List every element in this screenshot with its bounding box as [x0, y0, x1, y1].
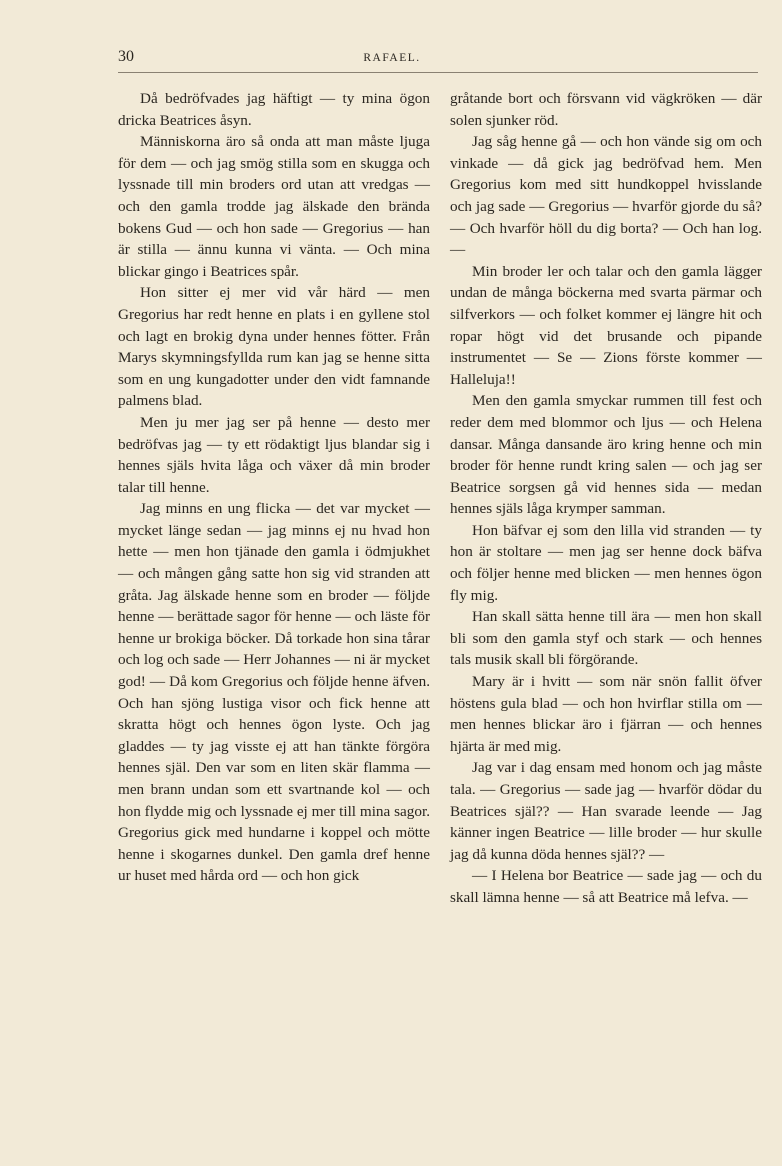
right-column	[450, 88, 762, 909]
paragraph: — I Helena bor Beatrice — sade jag — och du skall lämna henne — så att Beatrice må lefva. —	[450, 867, 762, 906]
paragraph: Hon sitter ej mer vid vår härd — men Gregorius har redt henne en plats i en gyllene stol och lagt en brokig dyna under hennes fötter. Från Marys skymningsfyllda rum kan jag se henne sitta som en ung kungadotter under den vidt famnande palmens blad.	[118, 284, 430, 410]
paragraph: Människorna äro så onda att man måste ljuga för dem — och jag smög stilla som en skugga och lyssnade till min broders ord utan att vredgas — och den gamla trodde jag älskade den brända bokens Gud — och hon sade — Gregorius — han är stilla — ännu kunna vi vänta. — Och mina blickar gingo i Beatrices spår.	[118, 133, 430, 280]
left-column	[118, 88, 430, 887]
paragraph: Mary är i hvitt — som när snön fallit öfver höstens gula blad — och hon hvirflar stilla om — men hennes blickar äro i fjärran — och hennes hjärta är med mig.	[450, 673, 762, 755]
page-header	[118, 48, 666, 68]
paragraph: Jag minns en ung flicka — det var mycket — mycket länge sedan — jag minns ej nu hvad hon hette — men hon tjänade den gamla i ödmjukhet — och mången gång satte hon sig vid stranden att gråta. Jag älskade henne som en broder — följde henne — berättade sagor för henne — och läste för henne ur brokiga böcker. Då torkade hon sina tårar och log och sade — Herr Johannes — ni är mycket god! — Då kom Gregorius och följde henne äfven. Och han sjöng lustiga visor och fick henne att skratta högt och hennes ögon lyste. Och jag gladdes — ty jag visste ej att han tänkte förgöra hennes själ. Den var som en liten skär flamma — men brann undan som ett svartnande kol — och hon flydde mig och lyssnade ej mer till mina sagor. Gregorius gick med hundarne i koppel och mötte henne i skogarnes dunkel. Den gamla dref henne ur huset med hårda ord — och hon gick	[118, 500, 430, 885]
paragraph: Men den gamla smyckar rummen till fest och reder dem med blommor och ljus — och Helena dansar. Många dansande äro kring henne och min broder för henne rundt kring salen — och jag ser Beatrice sorgsen gå vid hennes sida — medan hennes själs låga krymper samman.	[450, 392, 762, 518]
paragraph: Då bedröfvades jag häftigt — ty mina ögon dricka Beatrices åsyn.	[118, 90, 430, 129]
paragraph: gråtande bort och försvann vid vägkröken — där solen sjunker röd.	[450, 90, 762, 129]
paragraph: Han skall sätta henne till ära — men hon skall bli som den gamla styf och stark — och hennes tals musik skall bli förgörande.	[450, 608, 762, 669]
page-number: 30	[118, 48, 134, 65]
paragraph: Men ju mer jag ser på henne — desto mer bedröfvas jag — ty ett rödaktigt ljus blandar sig i hennes själs hvita låga och växer då min broder talar till henne.	[118, 413, 430, 496]
paragraph: Jag var i dag ensam med honom och jag måste tala. — Gregorius — sade jag — hvarför dödar du Beatrices själ?? — Han svarade leende — Jag känner ingen Beatrice — lille broder — hur skulle jag då kunna döda hennes själ?? —	[450, 759, 762, 863]
paragraph: Min broder ler och talar och den gamla lägger undan de många böckerna med svarta pärmar och silfverkors — och folket kommer ej längre hit och ropar högt vid det brusande och pipande instrumentet — Se — Zions förste kommer — Halleluja!!	[450, 262, 762, 388]
paragraph: Hon bäfvar ej som den lilla vid stranden — ty hon är stoltare — men jag ser henne dock bäfva och följer henne med blicken — men hennes ögon fly mig.	[450, 521, 762, 604]
header-rule	[118, 72, 758, 73]
running-title: RAFAEL.	[363, 52, 421, 64]
paragraph: Jag såg henne gå — och hon vände sig om och vinkade — då gick jag bedröfvad hem. Men Gregorius kom med sitt hundkoppel hvisslande och jag sade — Gregorius — hvarför gjorde du så? — Och hvarför höll du dig borta? — Och han log. —	[450, 133, 762, 259]
